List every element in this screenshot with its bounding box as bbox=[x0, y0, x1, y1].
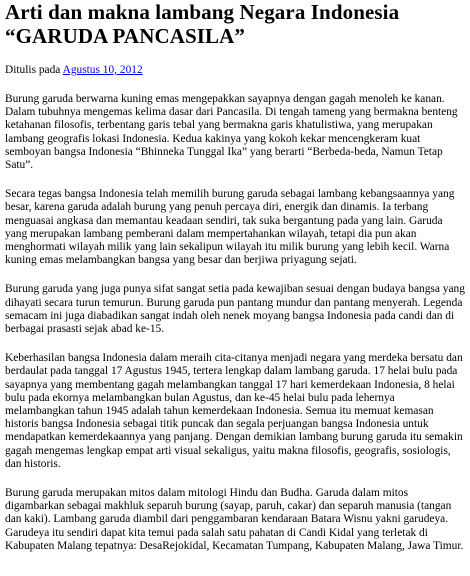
paragraph-1: Burung garuda berwarna kuning emas mengepakkan sayapnya dengan gagah menoleh ke kanan. Dalam tubuhnya mengemas kelima dasar dari Pancasila. Di tengah tameng yang bermakna benteng ketahanan filosofis, terbentang garis tebal yang bermakna garis khatulistiwa, yang merupakan lambang geografis lokasi Indonesia. Kedua kakinya yang kokoh kekar mencengkeram kuat semboyan bangsa Indonesia “Bhinneka Tunggal Ika” yang berarti “Berbeda-beda, Namun Tetap Satu”. bbox=[5, 93, 458, 172]
post-title: Arti dan makna lambang Negara Indonesia “GARUDA PANCASILA” bbox=[5, 0, 400, 48]
posted-prefix: Ditulis pada bbox=[5, 64, 61, 76]
post-meta bbox=[5, 64, 466, 77]
paragraph-3: Burung garuda yang juga punya sifat sangat setia pada kewajiban sesuai dengan budaya bangsa yang dihayati secara turun temurun. Burung garuda pun pantang mundur dan pantang menyerah. Legenda semacam ini juga diabadikan sangat indah oleh nenek moyang bangsa Indonesia pada candi dan di berbagai prasasti sejak abad ke-15. bbox=[5, 283, 465, 336]
paragraph-5: Burung garuda merupakan mitos dalam mitologi Hindu dan Budha. Garuda dalam mitos digambarkan sebagai makhluk separuh burung (sayap, paruh, cakar) dan separuh manusia (tangan dan kaki). Lambang garuda diambil dari penggambaran kendaraan Batara Wisnu yakni garudeya. Garudeya itu sendiri dapat kita temui pada salah satu pahatan di Candi Kidal yang terletak di Kabupaten Malang tepatnya: DesaRejokidal, Kecamatan Tumpang, Kabupaten Malang, Jawa Timur. bbox=[5, 487, 464, 552]
paragraph-4: Keberhasilan bangsa Indonesia dalam meraih cita-citanya menjadi negara yang merdeka bersatu dan berdaulat pada tanggal 17 Agustus 1945, tertera lengkap dalam lambang garuda. 17 helai bulu pada sayapnya yang membentang gagah melambangkan tanggal 17 hari kemerdekaan Indonesia, 8 helai bulu pada ekornya melambangkan bulan Agustus, dan ke-45 helai bulu pada lehernya melambangkan tahun 1945 adalah tahun kemerdekaan Indonesia. Semua itu memuat kemasan historis bangsa Indonesia sebagai titik puncak dan segala perjuangan bangsa Indonesia untuk mendapatkan kemerdekaannya yang panjang. Dengan demikian lambang burung garuda itu semakin gagah mengemas lengkap empat arti visual sekaligus, yaitu makna filosofis, geografis, sosiologis, dan historis. bbox=[5, 352, 463, 470]
post-date-link[interactable]: Agustus 10, 2012 bbox=[62, 64, 143, 76]
paragraph-2: Secara tegas bangsa Indonesia telah memilih burung garuda sebagai lambang kebangsaannya yang besar, karena garuda adalah burung yang penuh percaya diri, energik dan dinamis. Ia terbang menguasai angkasa dan memantau keadaan sendiri, tak suka bergantung pada yang lain. Garuda yang merupakan lambang pemberani dalam mempertahankan wilayah, tetapi dia pun akan menghormati wilayah milik yang lain sekalipun wilayah itu milik burung yang lebih kecil. Warna kuning emas melambangkan bangsa yang besar dan berjiwa priyagung sejati. bbox=[5, 188, 455, 267]
